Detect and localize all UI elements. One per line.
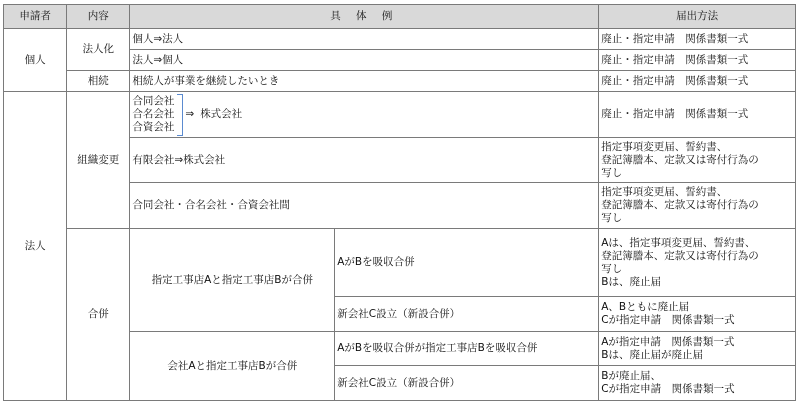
method-line: Cが指定申請 関係書類一式 [601, 383, 735, 395]
merger-case: AがBを吸収合併 [335, 229, 599, 297]
example-cell: 法人⇒個人 [130, 50, 599, 71]
method-line: Bが廃止届、 [601, 370, 661, 382]
method-line: 登記簿謄本、定款又は寄付行為の [601, 249, 759, 262]
method-cell [599, 297, 796, 332]
table-row [4, 71, 796, 92]
merger-example-b: 会社Aと指定工事店Bが合併 [130, 332, 335, 401]
notification-table [3, 4, 796, 401]
method-line: 指定事項変更届、誓約書、 [601, 186, 728, 198]
merger-case: 新会社C設立（新設合併） [335, 366, 599, 401]
table-row [4, 29, 796, 50]
method-cell [599, 183, 796, 229]
method-cell: 廃止・指定申請 関係書類一式 [599, 92, 796, 138]
example-cell: 個人⇒法人 [130, 29, 599, 50]
example-cell: 相続人が事業を継続したいとき [130, 71, 599, 92]
header-row [4, 5, 796, 29]
method-line: 登記簿謄本、定款又は寄付行為の [601, 199, 759, 211]
method-line: 写し [601, 166, 623, 179]
method-line: Cが指定申請 関係書類一式 [601, 314, 735, 326]
method-cell [599, 332, 796, 366]
table-row [4, 92, 796, 138]
target-company: 株式会社 [200, 108, 243, 120]
example-cell [130, 92, 599, 138]
company-item: 合同会社 [132, 95, 175, 107]
table-row [4, 229, 796, 297]
company-item: 合名会社 [132, 108, 175, 120]
header-method: 届出方法 [599, 5, 796, 29]
method-cell [599, 229, 796, 297]
header-applicant: 申請者 [4, 5, 67, 29]
example-cell: 合同会社・合名会社・合資会社間 [130, 183, 599, 229]
method-line: Bは、廃止届が廃止届 [601, 348, 703, 361]
group-corporation: 法人 [4, 92, 67, 401]
method-line: Bは、廃止届 [601, 275, 661, 288]
method-line: Aは、指定事項変更届、誓約書、 [601, 236, 756, 249]
content-incorporation: 法人化 [67, 29, 130, 71]
merger-example-a: 指定工事店Aと指定工事店Bが合併 [130, 229, 335, 332]
company-list [132, 95, 174, 134]
arrow-icon: ⇒ [185, 108, 195, 120]
group-individual: 個人 [4, 29, 67, 92]
bracket-icon [177, 94, 183, 136]
method-line: A、Bともに廃止届 [601, 301, 690, 313]
method-cell: 廃止・指定申請 関係書類一式 [599, 29, 796, 50]
method-line: Aが指定申請 関係書類一式 [601, 335, 735, 348]
method-line: 写し [601, 212, 623, 224]
merger-case: 新会社C設立（新設合併） [335, 297, 599, 332]
header-example: 具 体 例 [130, 5, 599, 29]
company-merge-diagram [132, 94, 596, 136]
method-line: 登記簿謄本、定款又は寄付行為の [601, 153, 759, 166]
content-org-change: 組織変更 [67, 92, 130, 229]
method-line: 写し [601, 262, 623, 275]
merger-case: AがBを吸収合併が指定工事店Bを吸収合併 [335, 332, 599, 366]
method-line: 指定事項変更届、誓約書、 [601, 140, 728, 153]
method-cell [599, 138, 796, 183]
header-content: 内容 [67, 5, 130, 29]
method-cell [599, 366, 796, 401]
content-inheritance: 相続 [67, 71, 130, 92]
method-cell: 廃止・指定申請 関係書類一式 [599, 50, 796, 71]
example-cell: 有限会社⇒株式会社 [130, 138, 599, 183]
company-item: 合資会社 [132, 121, 175, 133]
method-cell: 廃止・指定申請 関係書類一式 [599, 71, 796, 92]
content-merger: 合併 [67, 229, 130, 401]
